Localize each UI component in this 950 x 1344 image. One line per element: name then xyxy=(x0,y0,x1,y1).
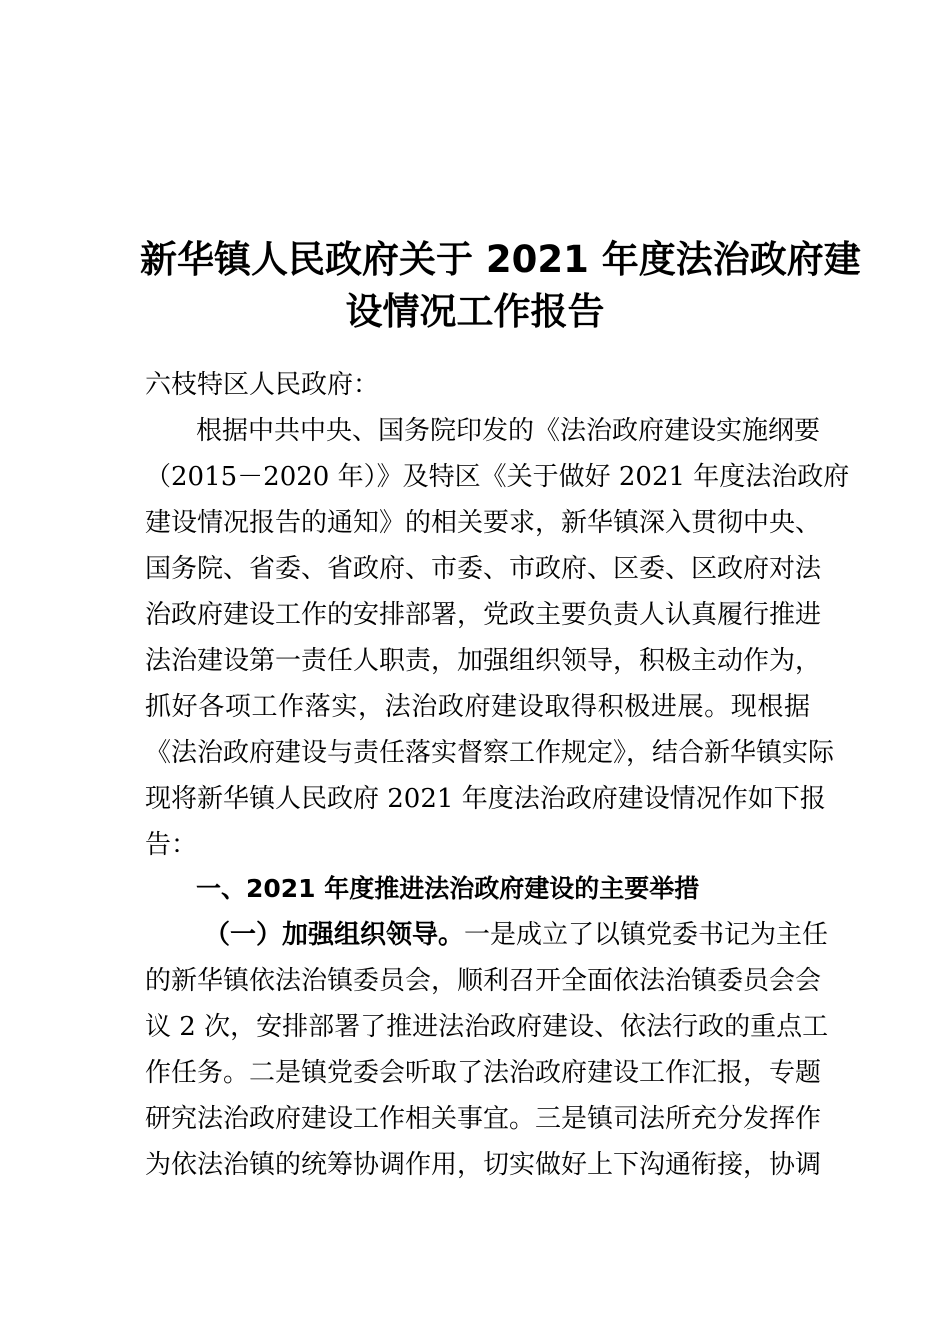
subsection-1-line-6: 为依法治镇的统筹协调作用，切实做好上下沟通衔接，协调 xyxy=(145,1150,822,1180)
subsection-1-first-line xyxy=(204,912,829,958)
subsection-1-line-4: 作任务。二是镇党委会听取了法治政府建设工作汇报，专题 xyxy=(145,1058,822,1088)
subsection-1-line-3: 议 2 次，安排部署了推进法治政府建设、依法行政的重点工 xyxy=(145,1012,829,1042)
intro-line-3: 建设情况报告的通知》的相关要求，新华镇深入贯彻中央、 xyxy=(145,508,822,538)
intro-line-2: （2015－2020 年）》及特区《关于做好 2021 年度法治政府 xyxy=(145,462,850,492)
intro-line-9: 现将新华镇人民政府 2021 年度法治政府建设情况作如下报 xyxy=(145,784,826,814)
intro-line-7: 抓好各项工作落实，法治政府建设取得积极进展。现根据 xyxy=(145,692,810,722)
salutation: 六枝特区人民政府： xyxy=(145,370,380,400)
intro-line-1: 根据中共中央、国务院印发的《法治政府建设实施纲要 xyxy=(196,416,821,446)
subsection-1-line-2: 的新华镇依法治镇委员会，顺利召开全面依法治镇委员会会 xyxy=(145,966,822,996)
section-heading-1: 一、2021 年度推进法治政府建设的主要举措 xyxy=(196,874,700,903)
intro-line-4: 国务院、省委、省政府、市委、市政府、区委、区政府对法 xyxy=(145,554,822,584)
subsection-1-line-5: 研究法治政府建设工作相关事宜。三是镇司法所充分发挥作 xyxy=(145,1104,822,1134)
intro-line-8: 《法治政府建设与责任落实督察工作规定》，结合新华镇实际 xyxy=(145,738,835,768)
document-title-line-1: 新华镇人民政府关于 2021 年度法治政府建 xyxy=(140,238,861,281)
intro-line-6: 法治建设第一责任人职责，加强组织领导，积极主动作为， xyxy=(145,646,822,676)
subsection-1-first-rest: 一是成立了以镇党委书记为主任 xyxy=(464,920,829,950)
intro-line-10: 告： xyxy=(145,830,198,860)
intro-line-5: 治政府建设工作的安排部署，党政主要负责人认真履行推进 xyxy=(145,600,822,630)
document-title-line-2: 设情况工作报告 xyxy=(345,290,605,333)
subsection-1-lead: （一）加强组织领导。 xyxy=(204,920,465,950)
